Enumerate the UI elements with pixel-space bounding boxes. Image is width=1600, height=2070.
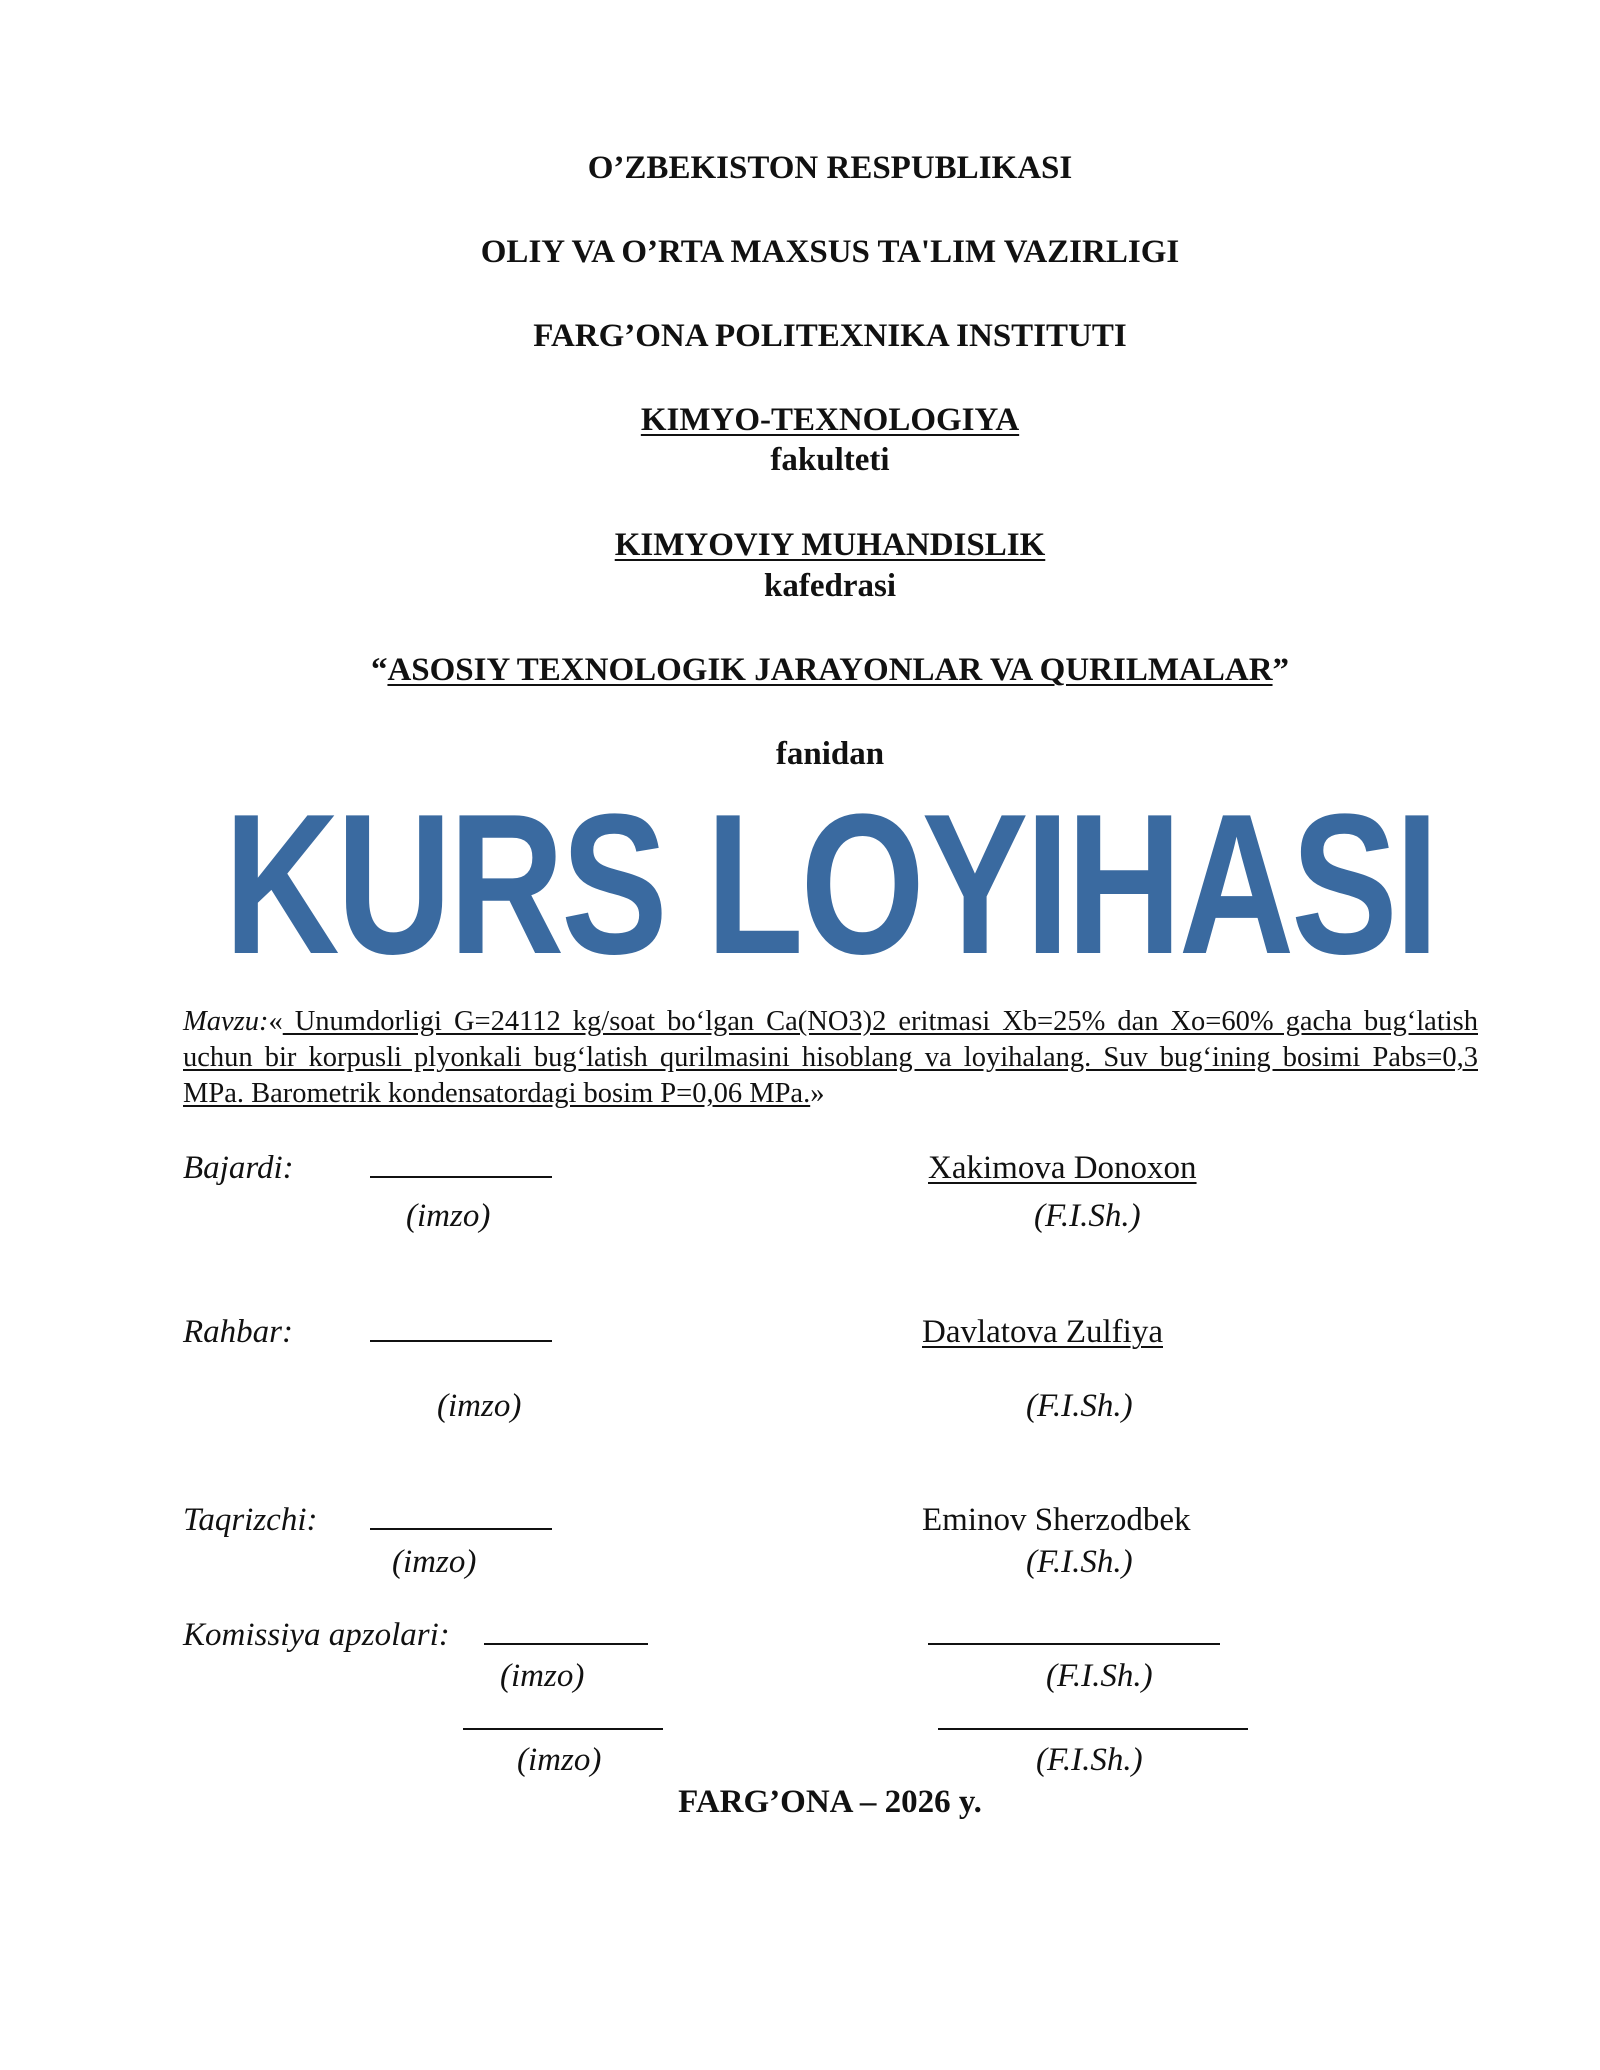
bajardi-sign-caption: (imzo) [406,1198,491,1234]
komissiya-sign-line-2 [463,1700,663,1740]
bajardi-label: Bajardi: [183,1150,294,1186]
komissiya-name-line-2 [938,1700,1248,1740]
course-project-title: KURS LOYIHASI [224,773,1436,996]
subject-open-quote: “ [370,652,388,688]
department-word: kafedrasi [764,568,896,604]
topic-close-quote: » [810,1078,825,1109]
taqrizchi-sign-caption: (imzo) [392,1544,477,1580]
komissiya-sign-line-1 [484,1615,648,1655]
rahbar-sign-caption: (imzo) [437,1388,522,1424]
city-year-footer: FARG’ONA – 2026 y. [678,1784,982,1820]
taqrizchi-name: Eminov Sherzodbek [922,1502,1191,1538]
topic-paragraph [183,1004,1478,1112]
subject-name: ASOSIY TEXNOLOGIK JARAYONLAR VA QURILMALAR [387,652,1273,688]
country-heading: O’ZBEKISTON RESPUBLIKASI [587,150,1073,186]
institute-heading: FARG’ONA POLITEXNIKA INSTITUTI [533,318,1127,354]
department-name: KIMYOVIY MUHANDISLIK [614,527,1046,563]
faculty-name: KIMYO-TEXNOLOGIYA [640,402,1020,438]
taqrizchi-name-caption: (F.I.Sh.) [1026,1544,1133,1580]
komissiya-label: Komissiya apzolari: [183,1617,450,1653]
taqrizchi-sign-line [370,1500,552,1540]
bajardi-name-caption: (F.I.Sh.) [1034,1198,1141,1234]
topic-text: Unumdorligi G=24112 kg/soat bo‘lgan Ca(NO3)2 eritmasi Xb=25% dan Xo=60% gacha bug‘latish uchun bir korpusli plyonkali bug‘latish qurilmasini hisoblang va loyihalang. Suv bug‘ining bosimi Pabs=0,3 MPa. Barometrik kondensatordagi bosim P=0,06 MPa. [183,1006,1478,1109]
komissiya-sign-caption-2: (imzo) [517,1742,602,1778]
komissiya-name-caption-2: (F.I.Sh.) [1036,1742,1143,1778]
faculty-block [0,400,1600,440]
subject-word: fanidan [775,736,885,772]
topic-label: Mavzu: [183,1006,269,1037]
rahbar-sign-line [370,1312,552,1352]
topic-open-quote: « [268,1006,283,1037]
komissiya-name-line-1 [928,1615,1220,1655]
bajardi-name: Xakimova Donoxon [928,1150,1197,1186]
department-block [0,525,1600,565]
rahbar-label: Rahbar: [183,1314,293,1350]
ministry-heading: OLIY VA O’RTA MAXSUS TA'LIM VAZIRLIGI [480,234,1180,270]
taqrizchi-label: Taqrizchi: [183,1502,318,1538]
subject-close-quote: ” [1272,652,1290,688]
komissiya-sign-caption-1: (imzo) [500,1658,585,1694]
rahbar-name: Davlatova Zulfiya [922,1314,1163,1350]
subject-line [0,650,1600,690]
bajardi-sign-line [370,1148,552,1188]
faculty-word: fakulteti [770,442,890,478]
komissiya-name-caption-1: (F.I.Sh.) [1046,1658,1153,1694]
rahbar-name-caption: (F.I.Sh.) [1026,1388,1133,1424]
